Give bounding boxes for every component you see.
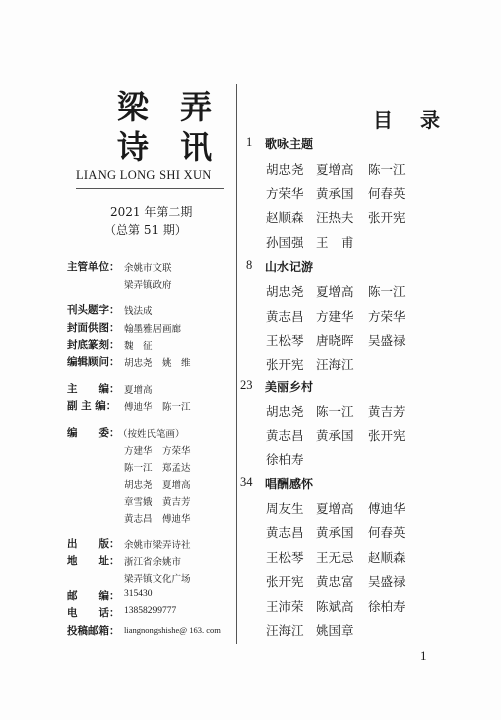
section-page-number: 34 [240, 475, 253, 489]
author-name: 孙国强 [266, 235, 304, 250]
section-page-number: 23 [240, 378, 253, 392]
postcode-label: 邮 编： [67, 590, 120, 602]
editors-label: 编 委： [67, 427, 120, 439]
publisher-label: 出 版： [67, 538, 120, 550]
author-name: 黄忠富 [316, 574, 354, 589]
sponsor-label: 主管单位： [67, 261, 120, 273]
postcode-value: 315430 [124, 589, 153, 599]
author-name: 黄承国 [316, 186, 354, 201]
back-seal-label: 封底篆刻： [67, 339, 120, 351]
author-name: 汪海江 [266, 623, 304, 638]
author-name: 张开宪 [368, 428, 406, 443]
issue-line1: 2021 年第二期 [110, 205, 193, 219]
author-name: 汪海江 [316, 357, 354, 372]
email-value: liangnongshishe@ 163. com [124, 625, 221, 635]
editors-note: （按姓氏笔画） [118, 429, 185, 440]
address-line1: 浙江省余姚市 [124, 557, 182, 568]
author-name: 吴盛禄 [368, 333, 406, 348]
author-name: 徐柏寿 [368, 599, 406, 614]
toc-heading: 目 录 [373, 108, 450, 132]
author-name: 夏增高 [316, 162, 354, 177]
chief-editor-label: 主 编： [67, 383, 120, 395]
author-name: 方荣华 [266, 186, 304, 201]
author-name: 赵顺森 [266, 210, 304, 225]
inscription-label: 刊头题字： [67, 304, 120, 316]
section-page-number: 1 [246, 135, 253, 149]
sponsor-value-2: 梁弄镇政府 [124, 280, 172, 291]
author-name: 陈一江 [368, 162, 406, 177]
author-name: 陈一江 [316, 404, 354, 419]
author-name: 吴盛禄 [368, 574, 406, 589]
author-name: 方荣华 [368, 309, 406, 324]
author-name: 王松琴 [266, 333, 304, 348]
magazine-title-pinyin: LIANG LONG SHI XUN [76, 168, 212, 182]
column-divider [236, 84, 237, 644]
author-name: 赵顺森 [368, 550, 406, 565]
author-name: 姚国章 [316, 623, 354, 638]
editors-row: 黄志昌 傅迪华 [124, 514, 191, 525]
author-name: 张开宪 [266, 574, 304, 589]
chief-editor-value: 夏增高 [124, 385, 153, 396]
email-label: 投稿邮箱： [67, 625, 120, 637]
issue-line2: （总第 51 期） [104, 223, 187, 237]
author-name: 陈斌高 [316, 599, 354, 614]
author-name: 胡忠尧 [266, 284, 304, 299]
author-name: 王无忌 [316, 550, 354, 565]
inscription-value: 钱法成 [124, 306, 153, 317]
author-name: 王松琴 [266, 550, 304, 565]
magazine-title-line2: 诗 讯 [117, 128, 223, 166]
section-title: 山水记游 [265, 260, 314, 274]
editors-row: 胡忠尧 夏增高 [124, 480, 191, 491]
section-title: 美丽乡村 [265, 380, 314, 394]
title-divider [76, 188, 224, 189]
author-name: 黄志昌 [266, 428, 304, 443]
cover-value: 翰墨雅居画廊 [124, 324, 182, 335]
author-name: 汪热夫 [316, 210, 354, 225]
deputy-editor-value: 傅迪华 陈一江 [124, 402, 191, 413]
address-line2: 梁弄镇文化广场 [124, 574, 191, 585]
author-name: 陈一江 [368, 284, 406, 299]
section-page-number: 8 [246, 258, 253, 272]
editors-row: 章雪娥 黄吉芳 [124, 497, 191, 508]
back-seal-value: 魏 征 [124, 341, 153, 352]
author-name: 傅迪华 [368, 501, 406, 516]
phone-value: 13858299777 [124, 606, 177, 616]
author-name: 夏增高 [316, 501, 354, 516]
cover-label: 封面供图： [67, 322, 120, 334]
author-name: 张开宪 [266, 357, 304, 372]
author-name: 张开宪 [368, 210, 406, 225]
author-name: 胡忠尧 [266, 404, 304, 419]
author-name: 何春英 [368, 525, 406, 540]
section-title: 歌咏主题 [265, 137, 314, 151]
author-name: 胡忠尧 [266, 162, 304, 177]
author-name: 周友生 [266, 501, 304, 516]
author-name: 王 甫 [316, 235, 354, 250]
author-name: 徐柏寿 [266, 452, 304, 467]
author-name: 黄承国 [316, 525, 354, 540]
author-name: 王沛荣 [266, 599, 304, 614]
editors-row: 陈一江 郑孟达 [124, 463, 191, 474]
section-title: 唱酬感怀 [265, 477, 314, 491]
page-number: 1 [420, 648, 427, 663]
sponsor-value-1: 余姚市文联 [124, 263, 172, 274]
author-name: 唐晓晖 [316, 333, 354, 348]
address-label: 地 址： [67, 555, 120, 567]
author-name: 黄吉芳 [368, 404, 406, 419]
author-name: 黄志昌 [266, 525, 304, 540]
editors-row: 方建华 方荣华 [124, 446, 191, 457]
advisor-value: 胡忠尧 姚 维 [124, 358, 191, 369]
author-name: 何春英 [368, 186, 406, 201]
magazine-title-line1: 梁 弄 [117, 88, 223, 126]
deputy-editor-label: 副 主 编： [67, 400, 117, 412]
publisher-value: 余姚市梁弄诗社 [124, 540, 191, 551]
author-name: 黄志昌 [266, 309, 304, 324]
phone-label: 电 话： [67, 607, 120, 619]
author-name: 黄承国 [316, 428, 354, 443]
author-name: 方建华 [316, 309, 354, 324]
author-name: 夏增高 [316, 284, 354, 299]
advisor-label: 编辑顾问： [67, 356, 120, 368]
